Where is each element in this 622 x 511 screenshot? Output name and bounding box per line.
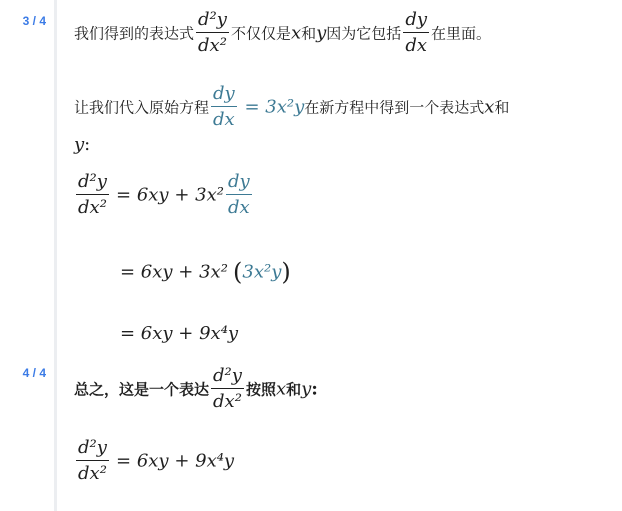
frac-bar [196, 32, 229, 33]
equation-rhs: = 6xy + 9x⁴y [116, 450, 235, 472]
frac-numerator: d²y [78, 171, 107, 192]
step4-sentence [74, 366, 318, 412]
equation-line-3 [120, 323, 238, 344]
fraction-dy-dx-highlight [226, 172, 252, 218]
text-segment: 在新方程中得到一个表达式 [304, 98, 485, 117]
equation-rhs: = 6xy + 3x² [116, 184, 224, 206]
fraction-dy-dx-highlight [211, 84, 237, 130]
fraction-lhs [76, 438, 109, 484]
math-y: y [316, 22, 327, 44]
math-y: y [301, 378, 312, 400]
frac-bar [76, 460, 109, 461]
text-segment: 不仅仅是 [230, 24, 291, 43]
fraction-d2y-dx2 [211, 366, 244, 412]
paren-close: ) [281, 258, 291, 286]
substituted-term: 3x²y [242, 261, 282, 283]
step-rail [54, 0, 57, 511]
text-segment: 因为它包括 [326, 24, 402, 43]
frac-bar [403, 32, 429, 33]
frac-bar [226, 194, 252, 195]
text-segment: 和 [301, 24, 317, 43]
frac-bar [211, 106, 237, 107]
frac-numerator: d²y [198, 9, 227, 30]
math-y: y [74, 134, 85, 155]
frac-denominator: dx² [198, 35, 227, 56]
frac-denominator: dx [213, 109, 235, 130]
frac-bar [211, 388, 244, 389]
equation-rhs: = 6xy + 9x⁴y [120, 323, 239, 344]
frac-numerator: d²y [213, 365, 242, 386]
text-segment: 按照 [245, 380, 276, 399]
frac-bar [76, 194, 109, 195]
frac-denominator: dx² [78, 463, 107, 484]
frac-denominator: dx² [213, 391, 242, 412]
frac-numerator: dy [213, 83, 235, 104]
step3-sentence-2 [74, 84, 509, 130]
equation-line-1 [74, 172, 254, 218]
fraction-dy-dx [403, 10, 429, 56]
math-x: x [484, 96, 495, 118]
frac-numerator: dy [405, 9, 428, 30]
step-counter-3: 3 / 4 [22, 14, 46, 28]
equation-rhs: = 6xy + 3x² [120, 261, 228, 283]
frac-denominator: dx [227, 197, 250, 218]
original-equation-rhs: = 3x²y [238, 96, 305, 118]
frac-numerator: dy [227, 171, 250, 192]
step-counter-4: 4 / 4 [22, 366, 46, 380]
frac-numerator: d²y [78, 437, 107, 458]
text-segment: 在里面。 [431, 24, 492, 43]
final-equation [74, 438, 234, 484]
paren-open: ( [233, 258, 243, 286]
fraction-lhs [76, 172, 109, 218]
text-segment: 让我们代入原始方程 [74, 98, 210, 117]
step-gutter [0, 0, 54, 511]
frac-denominator: dx [405, 35, 427, 56]
text-segment: 我们得到的表达式 [74, 24, 195, 43]
colon: : [84, 134, 91, 155]
text-segment: 和 [494, 98, 510, 117]
frac-denominator: dx² [78, 197, 107, 218]
text-segment: 和 [286, 380, 302, 399]
fraction-d2y-dx2 [196, 10, 229, 56]
solution-content [74, 0, 614, 511]
math-x: x [275, 378, 287, 400]
equation-line-2 [120, 258, 291, 286]
step3-sentence-2-cont [74, 134, 90, 155]
text-segment: 总之，这是一个表达 [74, 380, 210, 399]
math-x: x [290, 22, 302, 44]
step3-sentence-1 [74, 10, 491, 56]
colon: : [311, 378, 318, 400]
